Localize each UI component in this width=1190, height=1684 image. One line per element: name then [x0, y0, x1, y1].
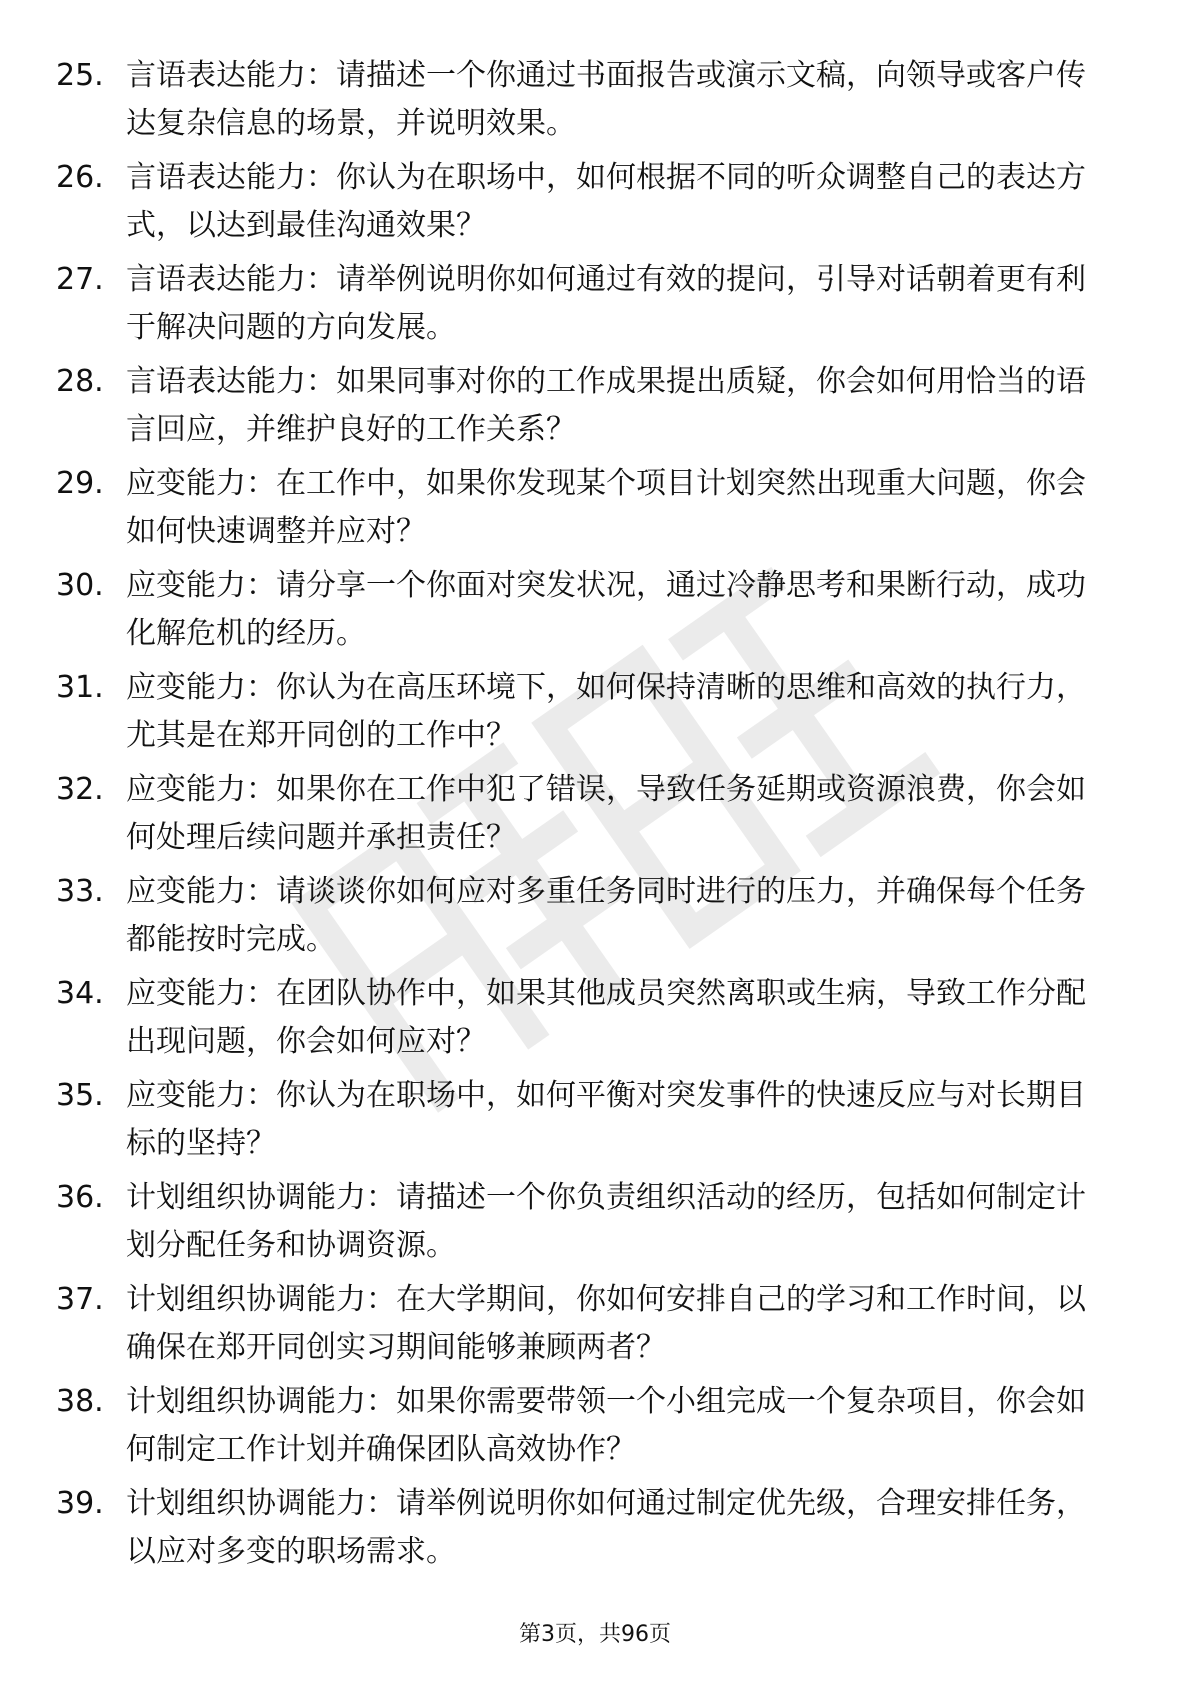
- page-footer: 第3页，共96页: [519, 1622, 671, 1647]
- question-number: 26.: [56, 160, 104, 195]
- question-item: [0, 256, 1190, 358]
- question-item: [0, 154, 1190, 256]
- question-item: [0, 1378, 1190, 1480]
- question-item: [0, 664, 1190, 766]
- question-text: 应变能力：你认为在高压环境下，如何保持清晰的思维和高效的执行力，尤其是在郑开同创的工作中？: [126, 670, 1086, 753]
- question-item: [0, 1276, 1190, 1378]
- question-number: 28.: [56, 364, 104, 399]
- question-number: 25.: [56, 58, 104, 93]
- question-item: [0, 766, 1190, 868]
- question-number: 35.: [56, 1078, 104, 1113]
- question-text: 言语表达能力：如果同事对你的工作成果提出质疑，你会如何用恰当的语言回应，并维护良好的工作关系？: [126, 364, 1086, 447]
- question-text: 言语表达能力：请描述一个你通过书面报告或演示文稿，向领导或客户传达复杂信息的场景，并说明效果。: [126, 58, 1086, 141]
- question-item: [0, 1174, 1190, 1276]
- question-text: 言语表达能力：你认为在职场中，如何根据不同的听众调整自己的表达方式，以达到最佳沟通效果？: [126, 160, 1086, 243]
- question-list: [0, 52, 1190, 1582]
- question-item: [0, 562, 1190, 664]
- question-text: 应变能力：你认为在职场中，如何平衡对突发事件的快速反应与对长期目标的坚持？: [126, 1078, 1086, 1161]
- question-number: 31.: [56, 670, 104, 705]
- question-text: 应变能力：在工作中，如果你发现某个项目计划突然出现重大问题，你会如何快速调整并应对？: [126, 466, 1086, 549]
- question-text: 计划组织协调能力：请举例说明你如何通过制定优先级，合理安排任务，以应对多变的职场需求。: [126, 1486, 1086, 1569]
- question-text: 计划组织协调能力：如果你需要带领一个小组完成一个复杂项目，你会如何制定工作计划并确保团队高效协作？: [126, 1384, 1086, 1467]
- question-number: 39.: [56, 1486, 104, 1521]
- question-number: 33.: [56, 874, 104, 909]
- question-text: 应变能力：请谈谈你如何应对多重任务同时进行的压力，并确保每个任务都能按时完成。: [126, 874, 1086, 957]
- question-item: [0, 358, 1190, 460]
- question-item: [0, 868, 1190, 970]
- question-text: 应变能力：请分享一个你面对突发状况，通过冷静思考和果断行动，成功化解危机的经历。: [126, 568, 1086, 651]
- question-item: [0, 1072, 1190, 1174]
- question-item: [0, 52, 1190, 154]
- question-number: 30.: [56, 568, 104, 603]
- question-number: 36.: [56, 1180, 104, 1215]
- question-item: [0, 970, 1190, 1072]
- question-number: 37.: [56, 1282, 104, 1317]
- question-text: 计划组织协调能力：请描述一个你负责组织活动的经历，包括如何制定计划分配任务和协调资源。: [126, 1180, 1086, 1263]
- question-item: [0, 1480, 1190, 1582]
- question-text: 应变能力：如果你在工作中犯了错误，导致任务延期或资源浪费，你会如何处理后续问题并承担责任？: [126, 772, 1086, 855]
- question-number: 32.: [56, 772, 104, 807]
- question-number: 34.: [56, 976, 104, 1011]
- question-text: 应变能力：在团队协作中，如果其他成员突然离职或生病，导致工作分配出现问题，你会如何应对？: [126, 976, 1086, 1059]
- question-number: 29.: [56, 466, 104, 501]
- question-number: 38.: [56, 1384, 104, 1419]
- question-number: 27.: [56, 262, 104, 297]
- question-item: [0, 460, 1190, 562]
- question-text: 言语表达能力：请举例说明你如何通过有效的提问，引导对话朝着更有利于解决问题的方向发展。: [126, 262, 1086, 345]
- question-text: 计划组织协调能力：在大学期间，你如何安排自己的学习和工作时间，以确保在郑开同创实习期间能够兼顾两者？: [126, 1282, 1086, 1365]
